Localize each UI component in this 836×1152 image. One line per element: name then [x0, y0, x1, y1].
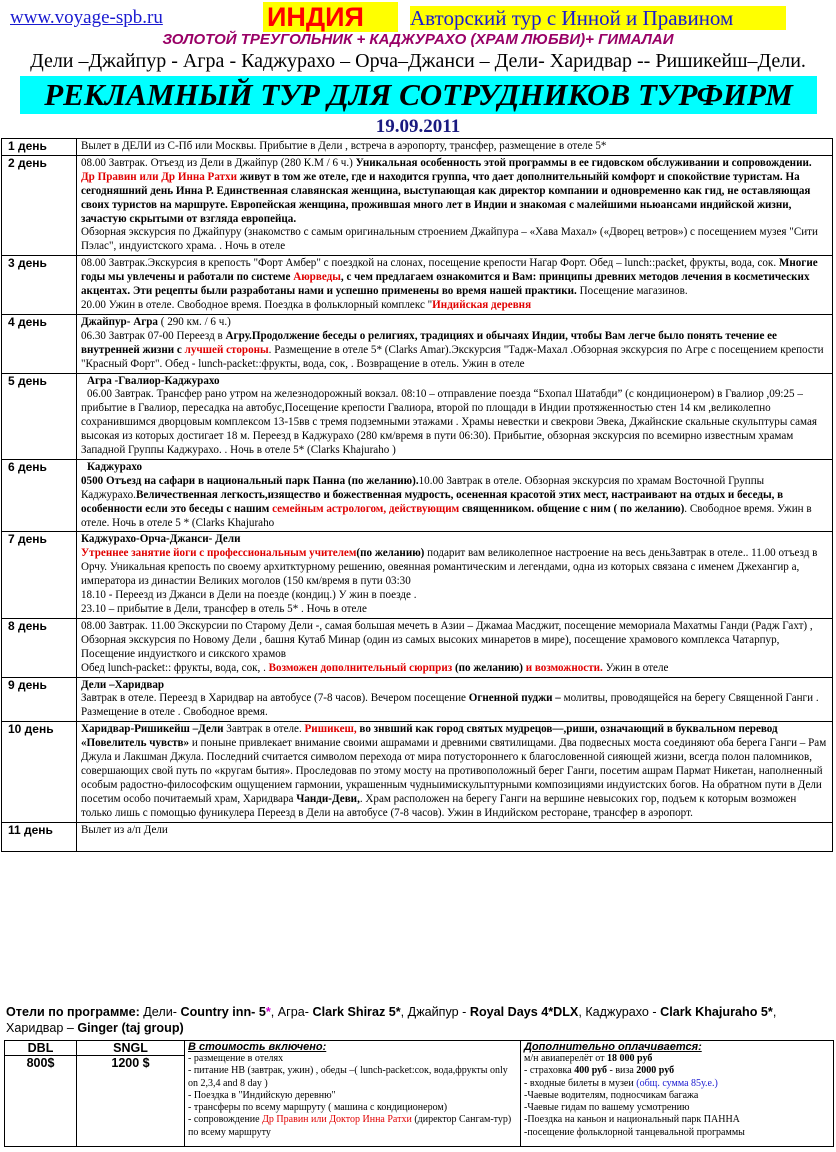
day-text: Вылет в ДЕЛИ из С-Пб или Москвы. Прибытие в Дели , встреча в аэропорту, трансфер, размещение в отеле 5*	[81, 140, 607, 152]
promo-banner: РЕКЛАМНЫЙ ТУР ДЛЯ СОТРУДНИКОВ ТУРФИРМ	[20, 76, 817, 114]
day-row	[2, 139, 833, 156]
day-label: 4 день	[2, 314, 77, 373]
day-description	[77, 677, 833, 722]
day-description	[77, 155, 833, 255]
day-route: Агра -Гвалиор-Каджурахо	[87, 374, 220, 387]
day-highlight: Величественная легкость,изящество и божественная мудрость, осененная красотой этих мест, настраивают на отдых и беседы, в особенности если это беседы с нашим	[81, 488, 784, 515]
day-row	[2, 373, 833, 459]
extra-price: 400 руб	[574, 1065, 607, 1077]
guide-names: Др Правин или Др Инна Ратхи	[81, 170, 237, 183]
sngl-price: 1200 $	[77, 1056, 185, 1147]
day-text: Посещение магазинов.	[576, 285, 688, 298]
day-description	[77, 373, 833, 459]
day-label: 6 день	[2, 459, 77, 532]
day-route: Харидвар-Ришикейш –Дели	[81, 723, 224, 736]
day-text: и поныне привлекает внимание своими ашрамами и древними святилищами. Два подвесных моста соединяют оба берега Ганги – Рам Джула и Лакшман Джула. Последний считается символом перехода от мира потустороннего к благословенной сияющей жизни, всегда полон паломников, совершающих свой путь по «кругам бытия». Проследовав по этому мосту на противоположный берег Ганги, посетим ашрам Пармат Никетан, наполненный особым радостно-философским ощущением гармонии, украшенным чудныимискульптурными композициями индуистских богов. На обратном пути в Дели посетим особо почитаемый храм, Харидвара	[81, 737, 827, 805]
day-highlight: 0500 Отъезд на сафари в национальный парк Панна (по желанию).	[81, 474, 419, 487]
day-row	[2, 314, 833, 373]
day-text: 20.00 Ужин в отеле. Свободное время. Поездка в фольклорный комплекс "	[81, 298, 433, 311]
hotels-label: Отели по программе:	[6, 1005, 140, 1019]
day-row	[2, 459, 833, 532]
day-description	[77, 459, 833, 532]
day-label: 11 день	[2, 822, 77, 851]
day-text: 08.00 Завтрак.Экскурсия в крепость "Форт Амбер" с поездкой на слонах, посещение крепости Нагар Форт. Обед – lunch::packet, фрукты, вода, сок.	[81, 257, 779, 270]
day-route: Джайпур- Агра	[81, 315, 158, 328]
hotels-text: , Агра-	[270, 1005, 313, 1019]
day-row	[2, 618, 833, 677]
extra-text: - входные билеты в музеи	[524, 1077, 637, 1089]
extra-title: Дополнительно оплачивается:	[524, 1041, 702, 1053]
day-highlight: Агру.Продолжение беседы о религиях, традициях и обычаях Индии, чтобы Вам легче было понять течение ее внутренней жизни с	[81, 329, 777, 356]
village-highlight: Индийская деревня	[432, 298, 532, 311]
itinerary-table	[1, 138, 833, 852]
day-label: 7 день	[2, 532, 77, 618]
best-side-highlight: лучшей стороны	[184, 343, 269, 356]
extra-price: (общ. сумма 85у.е.)	[636, 1077, 718, 1089]
tour-subtitle: ЗОЛОТОЙ ТРЕУГОЛЬНИК + КАДЖУРАХО (ХРАМ ЛЮБВИ)+ ГИМАЛАИ	[162, 31, 674, 48]
extra-item: -Чаевые гидам по вашему усмотрению	[524, 1102, 690, 1114]
day-row	[2, 677, 833, 722]
hotel-name: Country inn-	[180, 1005, 256, 1019]
day-description	[77, 822, 833, 851]
day-description	[77, 722, 833, 822]
included-cell	[185, 1041, 521, 1147]
day-highlight: (по желанию)	[452, 661, 526, 674]
extra-item: -Поездка на каньон и национальный парк ПАННА	[524, 1114, 740, 1126]
extra-item	[524, 1065, 830, 1077]
day-label: 2 день	[2, 155, 77, 255]
day-text: Обед lunch-packet:: фрукты, вода, сок, .	[81, 661, 269, 674]
hotels-text: , Каджурахо -	[578, 1005, 661, 1019]
day-highlight: живут в том же отеле, где и находится группа, что дает дополнительныйй комфорт и спокойствие туристам. На сегодняшний день Инна Р. Единственная славянская женщина, выступающая как директор компании и одновременно как гид, не оставляющая своих туристов на маршруте. Европейская женщина, прожившая много лет в Индии и знакомая с малейшими ньюансами индийской жизни, зачастую скрытыми от взгляда европейца.	[81, 170, 811, 225]
included-title: В стоимость включено:	[188, 1041, 327, 1053]
day-text: Вылет из а/п Дели	[81, 823, 168, 836]
hotels-text: 5	[255, 1005, 266, 1019]
included-item	[188, 1114, 517, 1139]
day-text: 08.00 Завтрак. Отъезд из Дели в Джайпур (280 К.М / 6 ч.)	[81, 156, 356, 169]
day-row	[2, 822, 833, 851]
day-description	[77, 256, 833, 315]
hotel-name: Ginger (taj group)	[77, 1021, 184, 1035]
included-item: - питание НВ (завтрак, ужин) , обеды –( lunch-packet:сок, вода,фрукты only on 2,3,4 and 8 day )	[188, 1065, 508, 1089]
day-highlight: Огненной пуджи –	[468, 692, 561, 705]
header-top	[6, 2, 832, 32]
sngl-label: SNGL	[77, 1041, 185, 1056]
day-text: 23.10 – прибытие в Дели, трансфер в отель 5* . Ночь в отеле	[81, 603, 367, 615]
day-text: Обзорная экскурсия по Джайпуру (знакомство с самым оригинальным строением Джайпура – «Хава Махал» («Дворец ветров») с посещением музея "Сити Пэлас", индуистского храма. . Ночь в отеле	[81, 226, 818, 253]
hotel-name: Clark Shiraz 5*	[312, 1005, 401, 1019]
day-text: подарит вам великолепное настроение на весь деньЗавтрак в отеле.. 11.00 отъезд в Орчу. Уникальная крепость по своему архитктурному решению, овеянная романтическим и легендами, одна из которых связана с именем Джехангир а, императора из династии Великих моголов (150 км/время в пути 03:30	[81, 547, 818, 588]
day-label: 1 день	[2, 139, 77, 156]
hotel-name: Royal Days 4*DLX	[469, 1005, 579, 1019]
rishikesh-highlight: Ришикеш,	[304, 723, 357, 736]
day-text: . Храм расположен на берегу Ганги на вершине невысоких гор, подъем к которым возможен только лишь с помощью фуникулера Переезд в Дели на автобусе (7-8 часов). Ужин в Индийском ресторане, трансфер в аэропорт.	[81, 792, 797, 819]
extra-item	[524, 1053, 830, 1065]
hotels-text: , Джайпур -	[400, 1005, 470, 1019]
tour-route: Дели –Джайпур - Агра - Каджурахо – Орча–Джанси – Дели- Харидвар -- Ришикейш–Дели.	[30, 50, 806, 72]
hotels-list	[6, 1004, 832, 1036]
day-text: 18.10 - Переезд из Джанси в Дели на поезде (кондиц.) У жин в поезде .	[81, 589, 417, 602]
extra-item	[524, 1078, 830, 1090]
included-text: - сопровождение	[188, 1114, 263, 1126]
day-description	[77, 532, 833, 618]
day-highlight: священником. общение с ним ( по желанию)	[459, 502, 685, 515]
included-text: (директор Сангам-тур) по всему маршруту	[188, 1114, 512, 1138]
hotels-text: , Харидвар –	[6, 1005, 777, 1035]
day-highlight: Многие годы мы увлечены и работали по системе	[81, 257, 818, 284]
day-text: 06.00 Завтрак. Трансфер рано утром на железнодорожный вокзал. 08:10 – отправление поезда “Бхопал Шатабди” (с кондиционером) в Гвалиор ,09:25 – прибытие в Гвалиор, пересадка на автобус,Посещение крепости Гвалиора, второй по площади в Индии протяженностью стен 14 км ,великолепно сохранившимся дворцовым комплексом 13-15вв с тремя подземными этажами . Храмы невестки и свекрови Эвека, Джайнские скальные скульптуры самая высокая из которых достигает 18 м. Переезд в Каджурахо (280 км/время в пути 06:30). Прибытие, обзорная экскурсия по всемирно известным храмам Западной Группы Каджурахо. . Ночь в отеле 5* (Clarks Khajuraho )	[81, 388, 818, 457]
yoga-highlight: Утреннее занятие йоги с профессиональным учителем	[81, 547, 357, 560]
author-tour-banner: Авторский тур с Инной и Правином	[410, 6, 786, 30]
included-item: - размещение в отелях	[188, 1053, 284, 1064]
surprise-highlight: Возможен дополнительный сюрприз	[268, 661, 453, 674]
price-header-row	[5, 1041, 834, 1056]
opportunities-highlight: и возможности.	[525, 661, 603, 674]
day-text: Завтрак в отеле. Переезд в Харидвар на автобусе (7-8 часов). Вечером посещение	[81, 692, 469, 705]
star-mark: *	[265, 1005, 271, 1019]
day-description	[77, 314, 833, 373]
day-route: Дели –Харидвар	[81, 678, 165, 691]
day-text: 10.00 Завтрак в отеле. Обзорная экскурсия по храмам Восточной Группы Каджурахо.	[81, 474, 765, 501]
day-label: 10 день	[2, 722, 77, 822]
day-text: 06.30 Завтрак 07-00 Переезд в	[81, 329, 226, 342]
hotels-text: Дели-	[139, 1005, 181, 1019]
astrologer-highlight: семейным астрологом, действующим	[272, 502, 460, 515]
day-row	[2, 532, 833, 618]
extra-price: 18 000 руб	[607, 1053, 653, 1064]
extra-text: м/н авиаперелёт от	[524, 1053, 608, 1064]
extra-item: -посещение фольклорной танцевальной программы	[524, 1126, 745, 1138]
day-label: 9 день	[2, 677, 77, 722]
day-label: 8 день	[2, 618, 77, 677]
price-table	[4, 1040, 834, 1147]
country-title: ИНДИЯ	[263, 2, 398, 32]
dbl-label: DBL	[5, 1041, 77, 1056]
site-link[interactable]: www.voyage-spb.ru	[10, 7, 163, 28]
hotel-name: Clark Khajuraho 5*	[660, 1005, 773, 1019]
day-row	[2, 256, 833, 315]
extra-text: - страховка	[524, 1065, 575, 1077]
extra-cell	[521, 1041, 834, 1147]
day-description	[77, 139, 833, 156]
guide-names: Др Правин или Доктор Инна Ратхи	[262, 1114, 412, 1126]
extra-text: - виза	[607, 1065, 637, 1077]
included-item: - Поездка в "Индийскую деревню"	[188, 1089, 336, 1101]
day-text: Ужин в отеле	[602, 661, 669, 674]
day-label: 3 день	[2, 256, 77, 315]
day-row	[2, 155, 833, 255]
day-text: Завтрак в отеле.	[223, 723, 305, 736]
tour-date: 19.09.2011	[375, 116, 461, 137]
day-row	[2, 722, 833, 822]
extra-item: -Чаевые водителям, подносчикам багажа	[524, 1089, 699, 1101]
day-description	[77, 618, 833, 677]
day-text: ( 290 км. / 6 ч.)	[157, 315, 231, 328]
day-highlight: , с чем предлагаем ознакомится и Вам: принципы древних методов лечения в косметических акцентах. Эти рецепты были разработаны нами и успешно применены во время нашей практики.	[81, 271, 810, 298]
day-text: . Размещение в отеле 5* (Clarks Amar).Экскурсия "Тадж-Махал .Обзорная экскурсия по Агре с посещением крепости "Красный Форт". Обед - lunch-packet::фрукты, вода, сок, . Возвращение в отель. Ужин в отеле	[81, 343, 824, 370]
day-label: 5 день	[2, 373, 77, 459]
day-route: Каджурахо-Орча-Джанси- Дели	[81, 533, 241, 546]
extra-price: 2000 руб	[636, 1065, 675, 1077]
ayurveda-highlight: Аюрведы	[293, 271, 341, 284]
day-text: молитвы, проводящейся на берегу Священной Ганги . Размещение в отеле . Свободное время.	[81, 692, 819, 719]
day-highlight: (по желанию)	[356, 547, 425, 560]
day-highlight: Чанди-Деви,	[296, 792, 360, 805]
dbl-price: 800$	[5, 1056, 77, 1147]
day-highlight: во знвший как город святых мудрецов—,риши, означающий в буквальном перевод «Повелитель чувств»	[81, 723, 778, 750]
day-text: 08.00 Завтрак. 11.00 Экскурсии по Старому Дели -, самая большая мечеть в Азии – Джамаа Масджит, посещение мемориала Махатмы Ганди (Радж Гахт) , Обзорная экскурсия по Новому Дели , башня Кутаб Минар (один из самых высоких минаретов в мире), посещение храмового комплекса Чатарпур, Посещение индуисткого и сикского храмов	[81, 619, 813, 660]
day-text: . Свободное время. Ужин в отеле. Ночь в отеле 5 * (Clarks Khajuraho	[81, 502, 812, 529]
day-highlight: Уникальная особенность этой программы в ее гидовском обслуживании и сопровождении.	[355, 156, 812, 169]
day-route: Каджурахо	[87, 460, 143, 473]
included-item: - трансферы по всему маршруту ( машина с кондиционером)	[188, 1102, 448, 1114]
